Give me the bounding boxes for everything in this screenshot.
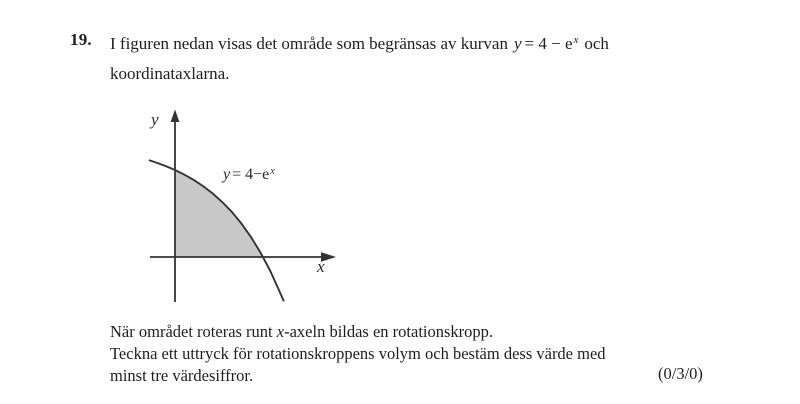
intro-text-after-equation: och [584,34,609,53]
y-axis-label: y [151,110,159,129]
intro-text-before-equation: I figuren nedan visas det område som begränsas av kurvan [110,34,508,53]
curve-label-body: = 4−e [232,166,270,183]
task-text-before-x: När området roteras runt [110,322,277,341]
equation-variable: y [513,34,522,53]
points-notation: (0/3/0) [658,364,703,383]
curve-equation-label [223,166,275,184]
task-line-2: Teckna ett uttryck för rotationskroppens volym och bestäm dess värde med [110,344,606,363]
task-line-3: minst tre värdesiffror. [110,366,254,385]
task-x-variable: x [276,322,285,341]
figure-svg [145,106,345,306]
task-line-1 [110,321,680,343]
x-axis-label: x [317,257,325,276]
problem-number: 19. [70,30,92,49]
figure [145,106,345,306]
equation-body: = 4 − e [524,34,573,53]
intro-line-2: koordinataxlarna. [110,64,230,83]
y-axis-arrowhead [171,110,180,123]
intro-line-1 [110,30,690,60]
curve-label-variable: y [223,166,231,183]
curve-label-exponent: x [270,166,275,177]
inline-equation [514,34,578,53]
task-text-after-x: -axeln bildas en rotationskropp. [284,322,494,341]
equation-exponent: x [573,34,579,46]
task-paragraph [110,321,680,387]
intro-paragraph [110,30,690,87]
